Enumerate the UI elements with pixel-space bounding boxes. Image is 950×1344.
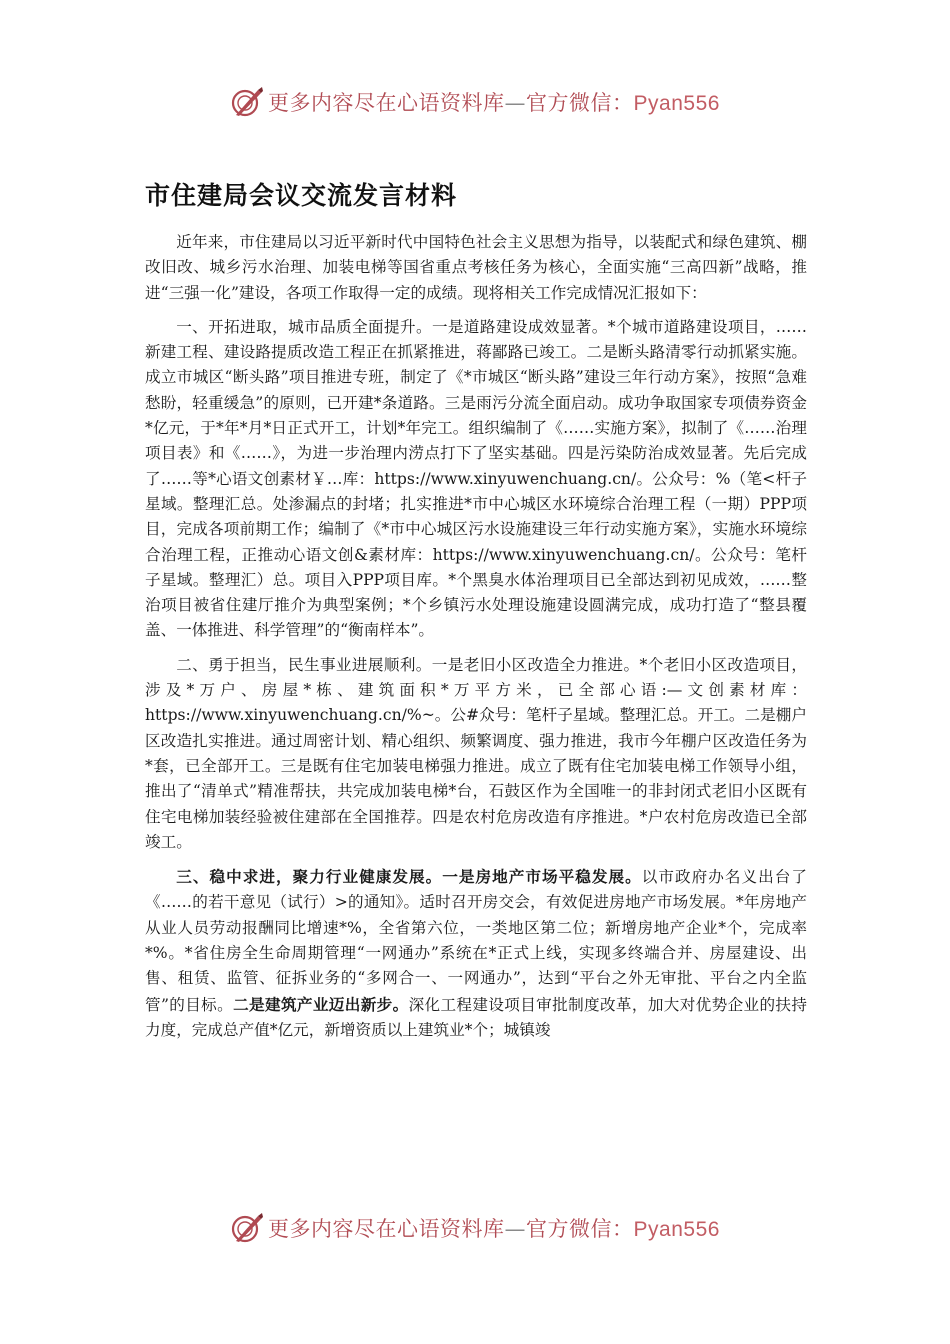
banner-text: [268, 1213, 720, 1243]
banner-text: [268, 87, 720, 117]
document-body: [145, 230, 807, 1052]
paragraph-intro: 近年来，市住建局以习近平新时代中国特色社会主义思想为指导，以装配式和绿色建筑、棚改旧改、城乡污水治理、加装电梯等国省重点考核任务为核心，全面实施“三高四新”战略，推进“三强一化”建设，各项工作取得一定的成绩。现将相关工作完成情况汇报如下：: [145, 233, 807, 302]
pen-logo-icon: [230, 85, 264, 119]
paragraph-section-2: 二、勇于担当，民生事业进展顺利。一是老旧小区改造全力推进。*个老旧小区改造项目，涉及*万户、房屋*栋、建筑面积*万平方米，已全部心语:—文创素材库：https://www.xinyuwenchuang.cn/%~。公#众号：笔杆子星域。整理汇总。开工。二是棚户区改造扎实推进。通过周密计划、精心组织、频繁调度、强力推进，我市今年棚户区改造任务为*套，已全部开工。三是既有住宅加装电梯强力推进。成立了既有住宅加装电梯工作领导小组，推出了“清单式”精准帮扶，共完成加装电梯*台，石鼓区作为全国唯一的非封闭式老旧小区既有住宅电梯加装经验被住建部在全国推荐。四是农村危房改造有序推进。*户农村危房改造已全部竣工。: [145, 655, 807, 851]
footer-banner: [0, 1208, 950, 1248]
banner-wechat-id: Pyan556: [633, 1218, 720, 1241]
banner-wechat-label: 官方微信：: [526, 91, 634, 115]
banner-wechat-id: Pyan556: [633, 92, 720, 115]
banner-separator: —: [504, 91, 527, 115]
banner-main-text: 更多内容尽在心语资料库: [268, 91, 505, 115]
document-title: 市住建局会议交流发言材料: [145, 181, 458, 210]
banner-main-text: 更多内容尽在心语资料库: [268, 1217, 505, 1241]
section-3-text-a: 以市政府办名义出台了《……的若干意见（试行）>的通知》。适时召开房交会，有效促进房地产市场发展。*年房地产从业人员劳动报酬同比增速*%，全省第六位，一类地区第二位；新增房地产企业*个，完成率*%。*省住房全生命周期管理“一网通办”系统在*正式上线，实现多终端合并、房屋建设、出售、租赁、监管、征拆业务的“多网合一、一网通办”，达到“平台之外无审批、平台之内全监管”的目标。: [145, 868, 807, 1014]
header-banner: [0, 82, 950, 122]
banner-separator: —: [504, 1217, 527, 1241]
section-3-text-b: 深化工程建设项目审批制度改革，加大对优势企业的扶持力度，完成总产值*亿元，新增资质以上建筑业*个；城镇竣: [145, 995, 807, 1039]
pen-logo-icon: [230, 1211, 264, 1245]
paragraph-section-1: 一、开拓进取，城市品质全面提升。一是道路建设成效显著。*个城市道路建设项目，……新建工程、建设路提质改造工程正在抓紧推进，蒋鄙路已竣工。二是断头路清零行动抓紧实施。成立市城区“断头路”项目推进专班，制定了《*市城区“断头路”建设三年行动方案》，按照“急难愁盼，轻重缓急”的原则，已开建*条道路。三是雨污分流全面启动。成功争取国家专项债券资金*亿元，于*年*月*日正式开工，计划*年完工。组织编制了《……实施方案》，拟制了《……治理项目表》和《……》，为进一步治理内涝点打下了坚实基础。四是污染防治成效显著。先后完成了……等*心语文创素材￥…库：https://www.xinyuwenchuang.cn/。公众号：%（笔<杆子星域。整理汇总。处渗漏点的封堵；扎实推进*市中心城区水环境综合治理工程（一期）PPP项目，完成各项前期工作；编制了《*市中心城区污水设施建设三年行动实施方案》，实施水环境综合治理工程，正推动心语文创&素材库：https://www.xinyuwenchuang.cn/。公众号：笔杆子星域。整理汇）总。项目入PPP项目库。*个黑臭水体治理项目已全部达到初见成效，……整治项目被省住建厅推介为典型案例；*个乡镇污水处理设施建设圆满完成，成功打造了“整县覆盖、一体推进、科学管理”的“衡南样本”。: [145, 317, 807, 640]
section-3-heading: 三、稳中求进，聚力行业健康发展。一是房地产市场平稳发展。: [176, 867, 642, 887]
paragraph-section-3: [145, 864, 807, 1043]
banner-wechat-label: 官方微信：: [526, 1217, 634, 1241]
section-3-subheading: 二是建筑产业迈出新步。: [233, 994, 409, 1014]
